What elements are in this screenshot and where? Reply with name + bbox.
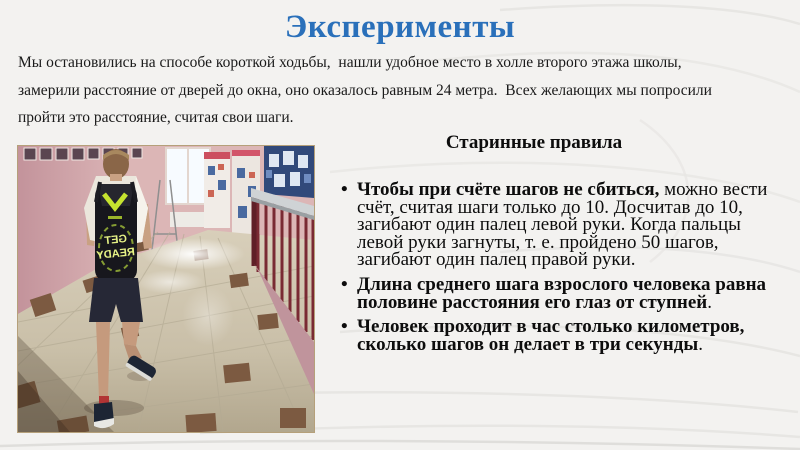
intro-paragraph xyxy=(18,49,788,132)
intro-line: Мы остановились на способе короткой ходьбы, нашли удобное место в холле второго этажа школы, xyxy=(18,54,682,71)
rule-item xyxy=(340,318,770,353)
hallway-photo xyxy=(17,145,315,433)
rule-rest-text: можно вести счёт, считая шаги только до 10. Досчитав до 10, загибают один палец левой руки. Когда пальцы левой руки загнуты, т. е. пройдено 50 шагов, загибают один палец правой руки. xyxy=(357,179,768,271)
rule-bold-text: Длина среднего шага взрослого человека равна половине расстояния его глаз от ступней xyxy=(357,273,767,313)
svg-text:GET: GET xyxy=(103,232,128,248)
intro-line: замерили расстояние от дверей до окна, оно оказалось равным 24 метра. Всех желающих мы попросили xyxy=(18,81,712,99)
rules-list xyxy=(340,181,770,360)
svg-text:READY: READY xyxy=(95,246,136,262)
rules-heading: Старинные правила xyxy=(445,132,623,153)
rule-rest-text: . xyxy=(698,333,703,355)
intro-line: пройти это расстояние, считая свои шаги. xyxy=(18,109,294,126)
rule-item xyxy=(340,273,770,313)
rule-rest-text: . xyxy=(707,291,712,313)
rule-item xyxy=(340,181,770,269)
rule-bold-text: Чтобы при счёте шагов не сбиться, xyxy=(357,179,660,200)
slide-title: Эксперименты xyxy=(284,9,516,45)
display-boards xyxy=(264,146,314,198)
rule-bold-text: Человек проходит в час столько километров, сколько шагов он делает в три секунды xyxy=(357,316,745,355)
backpack xyxy=(95,182,137,282)
